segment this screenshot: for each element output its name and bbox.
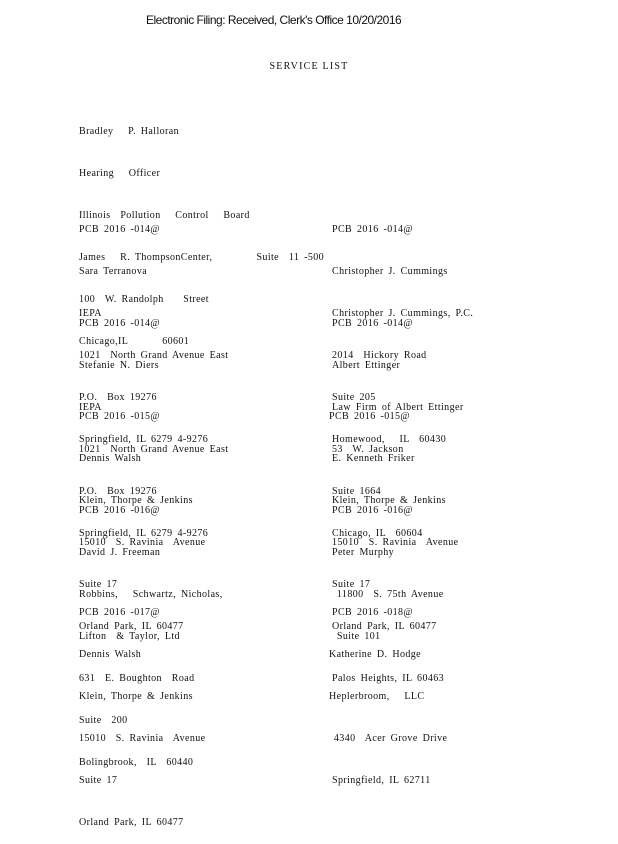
recipient-name: Peter Murphy: [332, 547, 395, 558]
address-line: Suite 17: [332, 579, 371, 590]
organization: Law Firm of Albert Ettinger: [332, 402, 464, 413]
address-line: Suite 200: [79, 715, 128, 726]
address-line: 15010 S. Ravinia Avenue: [79, 733, 206, 744]
organization: Robbins, Schwartz, Nicholas,: [79, 589, 223, 600]
recipient-name: Albert Ettinger: [332, 360, 401, 371]
case-number: PCB 2016 -014@: [332, 224, 414, 235]
address-line: 15010 S. Ravinia Avenue: [79, 537, 206, 548]
address-line: 53 W. Jackson: [332, 444, 404, 455]
organization: Klein, Thorpe & Jenkins: [79, 691, 193, 702]
recipient-name: Stefanie N. Diers: [79, 360, 159, 371]
address-line: Palos Heights, IL 60463: [332, 673, 445, 684]
address-line: 1021 North Grand Avenue East: [79, 350, 229, 361]
address-line: Bradley P. Halloran: [79, 126, 179, 137]
recipient-name: David J. Freeman: [79, 547, 161, 558]
address-line: 4340 Acer Grove Drive: [329, 733, 448, 744]
recipient-name: Dennis Walsh: [79, 453, 142, 464]
recipient-name: Dennis Walsh: [79, 649, 142, 660]
case-number: PCB 2016 -014@: [79, 224, 161, 235]
organization: IEPA: [79, 402, 102, 413]
address-line: P.O. Box 19276: [79, 392, 157, 403]
organization: Heplerbroom, LLC: [329, 691, 425, 702]
address-line: 100 W. Randolph Street: [79, 294, 209, 305]
address-line: 1021 North Grand Avenue East: [79, 444, 229, 455]
service-entry-right: [329, 578, 447, 802]
page-title: SERVICE LIST: [269, 61, 349, 72]
recipient-name: E. Kenneth Friker: [332, 453, 415, 464]
address-line: James R. ThompsonCenter, Suite 11 -500: [79, 252, 325, 263]
address-line: Illinois Pollution Control Board: [79, 210, 250, 221]
organization: Christopher J. Cummings, P.C.: [332, 308, 474, 319]
address-line: 2014 Hickory Road: [332, 350, 427, 361]
address-line: Springfield, IL 62711: [332, 775, 431, 786]
organization: Klein, Thorpe & Jenkins: [79, 495, 193, 506]
case-number: PCB 2016 -017@: [79, 607, 161, 618]
recipient-name: Christopher J. Cummings: [332, 266, 448, 277]
address-line: Hearing Officer: [79, 168, 161, 179]
case-number: PCB 2016 -015@: [329, 411, 411, 422]
address-line: Suite 17: [79, 775, 118, 786]
case-number: PCB 2016 -016@: [332, 505, 414, 516]
case-number: PCB 2016 -016@: [79, 505, 161, 516]
organization: IEPA: [79, 308, 102, 319]
address-line: Homewood, IL 60430: [332, 434, 447, 445]
address-line: Chicago,IL 60601: [79, 336, 190, 347]
address-line: Orland Park, IL 60477: [79, 817, 184, 828]
address-line: P.O. Box 19276: [79, 486, 157, 497]
address-line: Orland Park, IL 60477: [79, 621, 184, 632]
address-line: Bolingbrook, IL 60440: [79, 757, 194, 768]
address-line: Suite 101: [332, 631, 381, 642]
address-line: 15010 S. Ravinia Avenue: [332, 537, 459, 548]
address-line: Springfield, IL 6279 4-9276: [79, 528, 209, 539]
recipient-name: Katherine D. Hodge: [329, 649, 422, 660]
case-number: PCB 2016 -014@: [79, 318, 161, 329]
service-entry-left: [79, 578, 205, 844]
case-number: PCB 2016 -015@: [79, 411, 161, 422]
organization: Klein, Thorpe & Jenkins: [332, 495, 446, 506]
recipient-name: Sara Terranova: [79, 266, 148, 277]
address-line: Springfield, IL 6279 4-9276: [79, 434, 209, 445]
address-line: 631 E. Boughton Road: [79, 673, 195, 684]
address-line: Suite 17: [79, 579, 118, 590]
address-line: Suite 1664: [332, 486, 382, 497]
header-stamp: Electronic Filing: Received, Clerk's Office 10/20/2016: [146, 13, 402, 27]
organization: Lifton & Taylor, Ltd: [79, 631, 180, 642]
address-line: 11800 S. 75th Avenue: [332, 589, 444, 600]
address-line: Suite 205: [332, 392, 376, 403]
address-line: Orland Park, IL 60477: [332, 621, 437, 632]
address-line: Chicago, IL 60604: [332, 528, 423, 539]
case-number: PCB 2016 -018@: [332, 607, 414, 618]
case-number: PCB 2016 -014@: [332, 318, 414, 329]
